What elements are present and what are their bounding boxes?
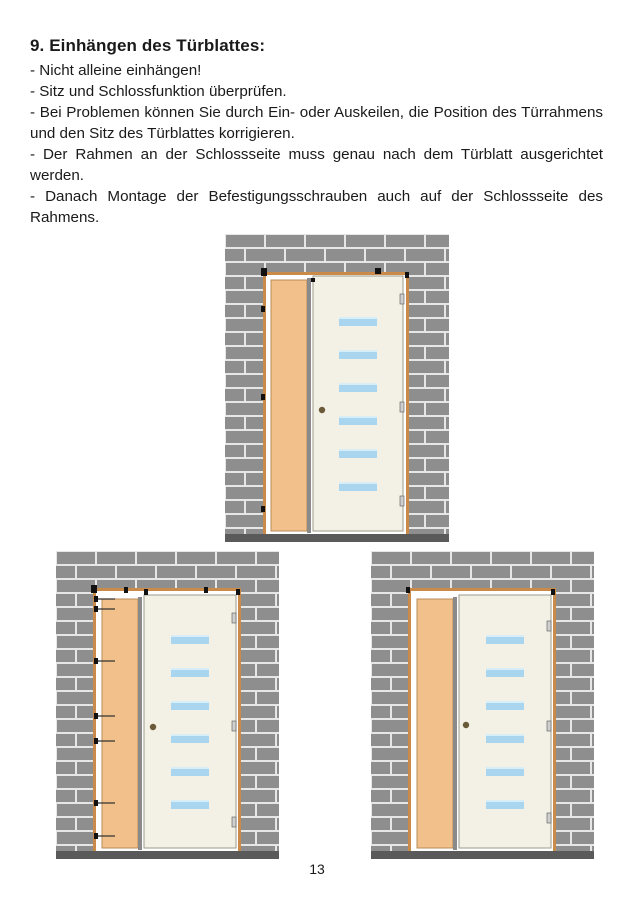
- door-handle: [150, 724, 156, 730]
- brick: [592, 790, 594, 802]
- fastening-point: [406, 587, 410, 593]
- brick: [572, 636, 594, 648]
- brick: [257, 552, 279, 564]
- brick: [446, 361, 449, 373]
- door-leaf: [459, 595, 551, 848]
- brick: [371, 790, 390, 802]
- brick: [592, 622, 594, 634]
- brick: [257, 720, 279, 732]
- brick: [426, 375, 449, 387]
- brick: [572, 720, 594, 732]
- brick: [237, 762, 275, 774]
- brick: [572, 776, 594, 788]
- brick: [56, 734, 75, 746]
- brick: [406, 361, 444, 373]
- brick: [225, 249, 244, 261]
- brick: [592, 594, 594, 606]
- brick: [237, 622, 275, 634]
- brick: [306, 235, 344, 247]
- brick: [56, 650, 75, 662]
- wedge: [94, 713, 98, 719]
- brick: [371, 622, 390, 634]
- brick: [446, 473, 449, 485]
- door-installation-illustration-top: [225, 234, 449, 542]
- brick: [226, 459, 264, 471]
- brick: [552, 818, 590, 830]
- glass-highlight: [339, 383, 377, 385]
- brick: [326, 249, 364, 261]
- brick: [277, 762, 279, 774]
- brick: [492, 552, 530, 564]
- brick: [372, 552, 410, 564]
- brick: [237, 790, 275, 802]
- hinge: [232, 613, 236, 623]
- brick: [406, 389, 444, 401]
- brick: [225, 277, 244, 289]
- brick: [257, 832, 279, 844]
- brick: [366, 249, 404, 261]
- brick: [572, 580, 594, 592]
- floor: [371, 851, 594, 859]
- wedge: [94, 606, 98, 612]
- brick: [552, 706, 590, 718]
- brick: [406, 445, 444, 457]
- brick: [57, 608, 95, 620]
- brick: [406, 501, 444, 513]
- glass-highlight: [171, 668, 209, 670]
- fastening-point: [261, 268, 267, 276]
- brick: [157, 566, 195, 578]
- brick: [572, 748, 594, 760]
- brick: [426, 515, 449, 527]
- hinge: [400, 402, 404, 412]
- brick: [592, 650, 594, 662]
- sidelight-profile: [453, 597, 457, 850]
- fastening-point: [375, 268, 381, 274]
- wedge: [94, 658, 98, 664]
- brick: [426, 347, 449, 359]
- brick: [56, 678, 75, 690]
- brick: [572, 804, 594, 816]
- door-installation-illustration-finished: [371, 551, 594, 859]
- brick: [371, 650, 390, 662]
- brick: [372, 832, 410, 844]
- instruction-item: - Der Rahmen an der Schlossseite muss genau nach dem Türblatt ausgerichtet werden.: [30, 146, 603, 184]
- brick: [246, 249, 284, 261]
- brick: [277, 566, 279, 578]
- brick: [237, 650, 275, 662]
- brick: [57, 832, 95, 844]
- brick: [226, 403, 264, 415]
- glass-highlight: [486, 635, 524, 637]
- brick: [257, 664, 279, 676]
- brick: [226, 319, 264, 331]
- brick: [446, 389, 449, 401]
- door-handle: [463, 722, 469, 728]
- instruction-item: - Danach Montage der Befestigungsschrauben auch auf der Schlossseite des Rahmens.: [30, 188, 603, 226]
- glass-highlight: [339, 317, 377, 319]
- door-leaf: [144, 595, 236, 848]
- brick: [446, 445, 449, 457]
- brick: [257, 748, 279, 760]
- brick: [406, 417, 444, 429]
- brick: [226, 235, 264, 247]
- brick: [277, 790, 279, 802]
- brick: [552, 734, 590, 746]
- glass-highlight: [339, 482, 377, 484]
- door-installation-illustration-wedges: [56, 551, 279, 859]
- brick: [197, 566, 235, 578]
- brick: [512, 566, 550, 578]
- brick: [56, 790, 75, 802]
- hinge: [400, 496, 404, 506]
- brick: [372, 664, 410, 676]
- hinge: [400, 294, 404, 304]
- brick: [452, 552, 490, 564]
- brick: [277, 706, 279, 718]
- door-leaf: [313, 276, 403, 531]
- brick: [592, 706, 594, 718]
- brick: [277, 734, 279, 746]
- brick: [372, 804, 410, 816]
- brick: [237, 706, 275, 718]
- brick: [406, 333, 444, 345]
- glass-highlight: [339, 449, 377, 451]
- wedge: [94, 833, 98, 839]
- glass-highlight: [171, 767, 209, 769]
- brick: [552, 650, 590, 662]
- brick: [552, 566, 590, 578]
- brick: [372, 776, 410, 788]
- brick: [57, 804, 95, 816]
- brick: [226, 375, 264, 387]
- instruction-list: [30, 60, 603, 228]
- fastening-point: [144, 589, 148, 595]
- hinge: [547, 621, 551, 631]
- sidelight-panel: [417, 599, 453, 848]
- brick: [226, 487, 264, 499]
- brick: [446, 333, 449, 345]
- brick: [77, 566, 115, 578]
- floor: [225, 534, 449, 542]
- brick: [406, 277, 444, 289]
- brick: [56, 594, 75, 606]
- fastening-point: [261, 506, 265, 512]
- instruction-item: - Nicht alleine einhängen!: [30, 62, 202, 79]
- brick: [225, 333, 244, 345]
- brick: [371, 566, 390, 578]
- brick: [56, 566, 75, 578]
- glass-highlight: [339, 416, 377, 418]
- brick: [572, 552, 594, 564]
- brick: [225, 305, 244, 317]
- fastening-point: [91, 585, 97, 593]
- brick: [392, 566, 430, 578]
- brick: [572, 664, 594, 676]
- brick: [97, 552, 135, 564]
- brick: [386, 235, 424, 247]
- brick: [406, 473, 444, 485]
- brick: [225, 473, 244, 485]
- instruction-item: - Bei Problemen können Sie durch Ein- oder Auskeilen, die Position des Türrahmens und den Sitz des Türblattes korrigieren.: [30, 104, 603, 142]
- hinge: [547, 813, 551, 823]
- brick: [572, 832, 594, 844]
- brick: [532, 552, 570, 564]
- brick: [277, 650, 279, 662]
- brick: [257, 692, 279, 704]
- brick: [56, 622, 75, 634]
- brick: [257, 636, 279, 648]
- brick: [426, 459, 449, 471]
- brick: [372, 608, 410, 620]
- brick: [117, 566, 155, 578]
- brick: [237, 594, 275, 606]
- brick: [426, 403, 449, 415]
- brick: [371, 734, 390, 746]
- brick: [446, 417, 449, 429]
- hinge: [232, 817, 236, 827]
- wedge: [94, 738, 98, 744]
- brick: [57, 552, 95, 564]
- brick: [372, 580, 410, 592]
- brick: [57, 664, 95, 676]
- brick: [237, 678, 275, 690]
- brick: [446, 501, 449, 513]
- glass-highlight: [339, 350, 377, 352]
- fastening-point: [405, 272, 409, 278]
- brick: [372, 636, 410, 648]
- brick: [226, 263, 264, 275]
- brick: [237, 818, 275, 830]
- brick: [226, 347, 264, 359]
- brick: [446, 305, 449, 317]
- brick: [371, 678, 390, 690]
- brick: [426, 319, 449, 331]
- brick: [56, 818, 75, 830]
- brick: [217, 552, 255, 564]
- glass-highlight: [171, 734, 209, 736]
- wedge: [94, 596, 98, 602]
- brick: [57, 692, 95, 704]
- brick: [57, 776, 95, 788]
- brick: [57, 748, 95, 760]
- fastening-point: [311, 278, 315, 282]
- brick: [371, 594, 390, 606]
- brick: [432, 566, 470, 578]
- brick: [572, 608, 594, 620]
- brick: [446, 249, 449, 261]
- brick: [472, 566, 510, 578]
- brick: [57, 720, 95, 732]
- brick: [592, 762, 594, 774]
- brick: [237, 566, 275, 578]
- brick: [552, 678, 590, 690]
- brick: [225, 501, 244, 513]
- brick: [277, 818, 279, 830]
- brick: [592, 734, 594, 746]
- brick: [257, 804, 279, 816]
- glass-highlight: [171, 635, 209, 637]
- brick: [346, 235, 384, 247]
- glass-highlight: [486, 734, 524, 736]
- wedge: [94, 800, 98, 806]
- brick: [57, 580, 95, 592]
- sidelight-profile: [138, 597, 142, 850]
- brick: [426, 487, 449, 499]
- floor: [56, 851, 279, 859]
- fastening-point: [261, 394, 265, 400]
- brick: [257, 608, 279, 620]
- brick: [552, 622, 590, 634]
- door-handle: [319, 407, 325, 413]
- brick: [446, 277, 449, 289]
- fastening-point: [261, 306, 265, 312]
- brick: [406, 305, 444, 317]
- hinge: [547, 721, 551, 731]
- brick: [56, 706, 75, 718]
- brick: [412, 552, 450, 564]
- brick: [237, 734, 275, 746]
- brick: [57, 636, 95, 648]
- glass-highlight: [171, 800, 209, 802]
- brick: [592, 818, 594, 830]
- page-number: 13: [309, 861, 325, 877]
- brick: [257, 776, 279, 788]
- brick: [592, 566, 594, 578]
- brick: [286, 249, 324, 261]
- brick: [225, 417, 244, 429]
- hinge: [232, 721, 236, 731]
- instruction-item: - Sitz und Schlossfunktion überprüfen.: [30, 83, 287, 100]
- brick: [225, 445, 244, 457]
- brick: [426, 431, 449, 443]
- brick: [225, 389, 244, 401]
- brick: [137, 552, 175, 564]
- glass-highlight: [486, 668, 524, 670]
- sidelight-panel: [271, 280, 307, 531]
- brick: [426, 291, 449, 303]
- brick: [277, 622, 279, 634]
- glass-highlight: [486, 767, 524, 769]
- brick: [592, 678, 594, 690]
- fastening-point: [124, 587, 128, 593]
- brick: [277, 594, 279, 606]
- brick: [56, 762, 75, 774]
- brick: [371, 706, 390, 718]
- glass-highlight: [486, 800, 524, 802]
- brick: [177, 552, 215, 564]
- sidelight-profile: [307, 278, 311, 533]
- brick: [226, 515, 264, 527]
- brick: [426, 235, 449, 247]
- brick: [426, 263, 449, 275]
- brick: [572, 692, 594, 704]
- brick: [277, 678, 279, 690]
- section-heading: 9. Einhängen des Türblattes:: [30, 36, 266, 55]
- fastening-point: [204, 587, 208, 593]
- glass-highlight: [171, 701, 209, 703]
- brick: [226, 291, 264, 303]
- brick: [372, 720, 410, 732]
- fastening-point: [551, 589, 555, 595]
- brick: [266, 235, 304, 247]
- brick: [371, 818, 390, 830]
- brick: [552, 762, 590, 774]
- brick: [552, 594, 590, 606]
- glass-highlight: [486, 701, 524, 703]
- brick: [552, 790, 590, 802]
- brick: [372, 692, 410, 704]
- brick: [372, 748, 410, 760]
- brick: [226, 431, 264, 443]
- brick: [225, 361, 244, 373]
- brick: [406, 249, 444, 261]
- sidelight-panel: [102, 599, 138, 848]
- brick: [257, 580, 279, 592]
- brick: [371, 762, 390, 774]
- fastening-point: [236, 589, 240, 595]
